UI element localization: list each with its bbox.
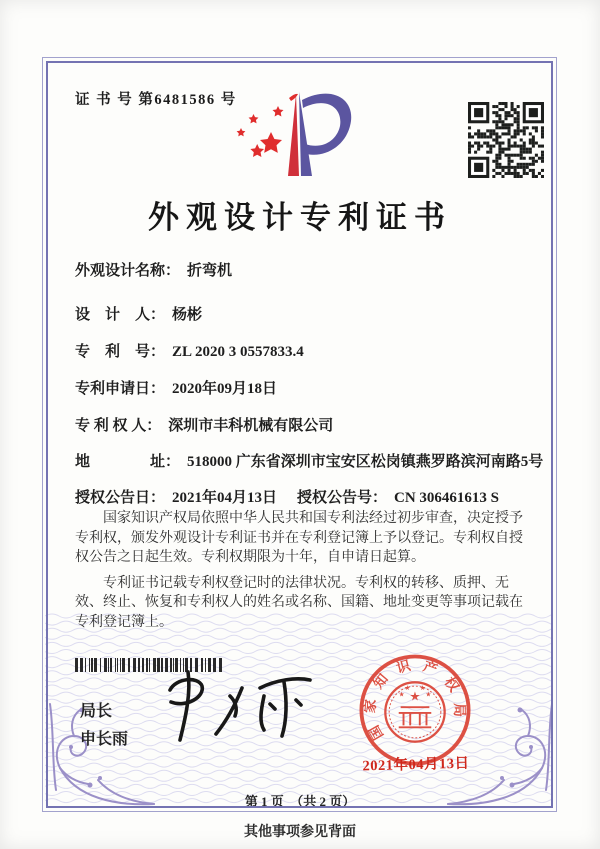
svg-text:国: 国 [367, 722, 388, 742]
svg-text:局: 局 [451, 703, 467, 718]
field-label: 外观设计名称： [75, 263, 181, 279]
field-label: 地 址： [75, 454, 181, 470]
svg-text:家: 家 [363, 698, 380, 714]
legal-paragraph-1: 国家知识产权局依照中华人民共和国专利法经过初步审查，决定授予专利权，颁发外观设计专利证书并在专利登记簿上予以登记。专利权自授权公告之日起生效。专利权期限为十年，自申请日起算。 [75, 511, 523, 565]
signer-name: 申长雨 [80, 731, 129, 748]
certificate-number: 证 书 号 第6481586 号 [75, 92, 237, 108]
reverse-side-note: 其他事项参见背面 [244, 825, 356, 840]
field-value: 2021年04月13日 [172, 490, 278, 506]
handwritten-signature [158, 664, 320, 752]
field-label: 专 利 号： [75, 344, 166, 360]
seal-national-emblem [385, 682, 444, 741]
svg-text:知: 知 [371, 671, 392, 693]
svg-text:★: ★ [409, 688, 421, 704]
logo-red-spike [288, 94, 299, 176]
field-label: 专利申请日： [75, 381, 166, 397]
field-value: 2020年09月18日 [172, 381, 278, 397]
certificate-title: 外观设计专利证书 [148, 200, 452, 235]
svg-text:识: 识 [395, 658, 413, 677]
svg-text:产: 产 [420, 659, 440, 679]
seal-date: 2021年04月13日 [362, 755, 470, 775]
field-design-name [75, 259, 545, 280]
logo-stars [237, 94, 298, 157]
page-indicator: 第 1 页 （共 2 页） [244, 794, 356, 809]
signer-block [80, 698, 128, 754]
logo-p-bowl [302, 94, 351, 155]
svg-text:★: ★ [404, 683, 411, 692]
cnipa-patent-logo-icon [233, 84, 361, 182]
field-value: 518000 广东省深圳市宝安区松岗镇燕罗路滨河南路5号 [187, 454, 544, 470]
legal-paragraph-2: 专利证书记载专利权登记时的法律状况。专利权的转移、质押、无效、终止、恢复和专利权人的姓名或名称、国籍、地址变更等事项记载在专利登记簿上。 [75, 575, 523, 630]
field-label: 授权公告日： [75, 490, 166, 506]
svg-text:★: ★ [398, 690, 405, 699]
field-grant-number [297, 486, 499, 507]
field-grant-row [75, 486, 545, 507]
legal-text [75, 509, 529, 638]
field-value: 深圳市丰科机械有限公司 [168, 418, 334, 434]
signer-title: 局长 [80, 703, 113, 720]
field-value: CN 306461613 S [394, 490, 500, 506]
svg-text:★: ★ [419, 683, 426, 692]
field-label: 专 利 权 人： [75, 418, 162, 434]
qr-code [468, 102, 544, 178]
svg-text:权: 权 [440, 675, 461, 695]
field-designer [75, 303, 545, 324]
field-value: ZL 2020 3 0557833.4 [172, 344, 304, 360]
svg-text:★: ★ [425, 690, 432, 699]
field-address [75, 450, 545, 471]
field-value: 杨彬 [172, 307, 203, 323]
field-label: 设 计 人： [75, 307, 166, 323]
field-patentee [75, 414, 545, 435]
field-value: 折弯机 [187, 263, 233, 279]
field-label: 授权公告号： [297, 490, 388, 506]
field-patent-number [75, 340, 545, 361]
field-application-date [75, 377, 545, 398]
